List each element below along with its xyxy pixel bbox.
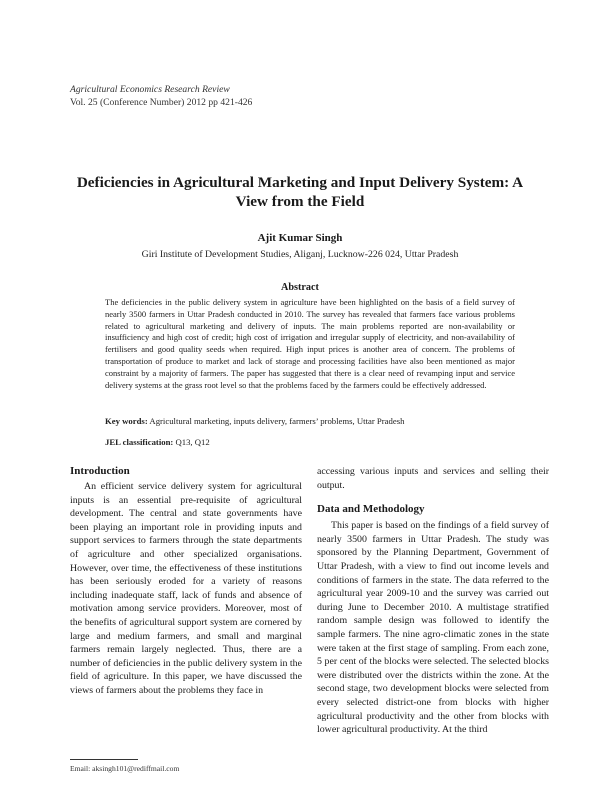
- abstract-heading: Abstract: [281, 282, 319, 293]
- abstract-text: The deficiencies in the public delivery system in agriculture have been highlighted on the basis of a field survey of nearly 3500 farmers in Uttar Pradesh conducted in 2010. The survey has revealed that farmers face various problems related to agricultural marketing and delivery of inputs. The main problems reported are non-availability or insufficiency and high cost of credit; high cost of irrigation and irregular supply of electricity, and non-availability of fertilisers and good quality seeds when required. High input prices is another area of concern. The problems of transportation of produce to market and lack of storage and processing facilities have also been mentioned as major constraint by a majority of farmers. The paper has suggested that there is a clear need of revamping input and service delivery systems at the grass root level so that the problems faced by the farmers could be effectively addressed.: [105, 297, 515, 390]
- journal-name: Agricultural Economics Research Review: [70, 84, 230, 95]
- keywords: [105, 416, 525, 426]
- introduction-continuation: accessing various inputs and services and selling their output.: [317, 466, 549, 491]
- introduction-paragraph: An efficient service delivery system for agricultural inputs is an essential pre-requisite of agricultural development. The central and state governments have been playing an important role in providing inputs and support services to farmers through the state departments of agriculture and other specialized organisations. However, over time, the effectiveness of these institutions has been seriously eroded for a variety of reasons including inadequate staff, lack of funds and absence of motivation among service providers. Moreover, most of the benefits of agricultural support system are cornered by large and medium farmers, and small and marginal farmers remain largely neglected. Thus, there are a number of deficiencies in the public delivery system in the field of agriculture. In this paper, we have discussed the views of farmers about the problems they face in: [70, 481, 302, 696]
- left-column: [70, 464, 302, 698]
- keywords-label: Key words:: [105, 416, 148, 426]
- paper-title: Deficiencies in Agricultural Marketing and Input Delivery System: A View from the Field: [76, 174, 524, 210]
- data-methodology-paragraph: This paper is based on the findings of a field survey of nearly 3500 farmers in Uttar Pradesh. The study was sponsored by the Planning Department, Government of Uttar Pradesh, with a view to find out income levels and conditions of farmers in the state. The data referred to the agricultural year 2009-10 and the survey was carried out during June to December 2010. A multistage stratified random sample design was followed to identify the sample farmers. The nine agro-climatic zones in the state were taken at the first stage of sampling. From each zone, 5 per cent of the blocks were selected. The selected blocks were distributed over the districts within the zone. At the second stage, two development blocks were selected from every selected district-one from blocks with higher agricultural productivity and the other from blocks with lower agricultural productivity. At the third: [317, 520, 549, 736]
- keywords-text: Agricultural marketing, inputs delivery, farmers’ problems, Uttar Pradesh: [149, 416, 405, 426]
- author-affiliation: Giri Institute of Development Studies, Aliganj, Lucknow-226 024, Uttar Pradesh: [141, 249, 459, 260]
- introduction-heading: Introduction: [70, 465, 130, 477]
- right-column: [317, 465, 549, 737]
- jel-label: JEL classification:: [105, 437, 174, 447]
- jel-text: Q13, Q12: [175, 437, 210, 447]
- data-methodology-heading: Data and Methodology: [317, 503, 425, 516]
- footnote-rule: [70, 759, 138, 760]
- journal-issue: Vol. 25 (Conference Number) 2012 pp 421-426: [70, 96, 253, 108]
- footnote-email: Email: aksingh101@rediffmail.com: [70, 764, 180, 773]
- author-name: Ajit Kumar Singh: [257, 232, 343, 244]
- journal-header: [70, 84, 252, 109]
- jel-classification: [105, 437, 525, 447]
